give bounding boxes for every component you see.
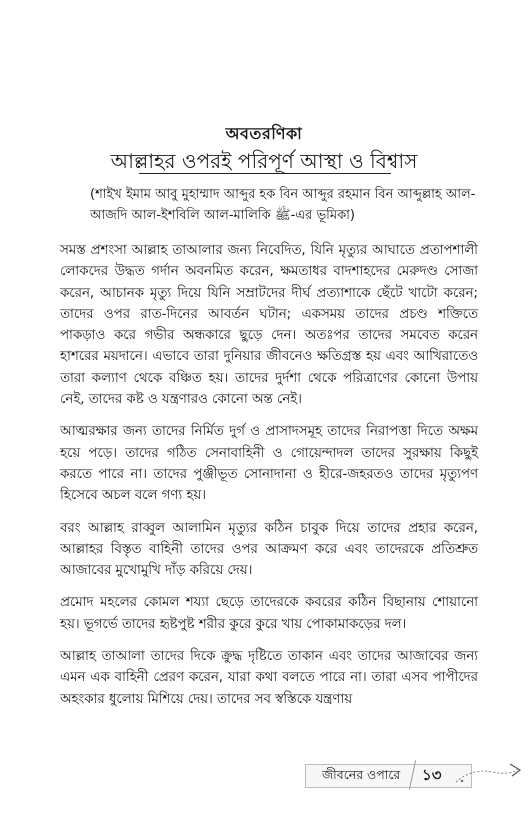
body-text xyxy=(60,240,478,721)
attribution-note: (শাইখ ইমাম আবু মুহাম্মাদ আব্দুর হক বিন আব্দুর রহমান বিন আব্দুল্লাহ আল-আজদি আল-ইশবিলি আল-মালিকি ﷺ-এর ভূমিকা) xyxy=(90,187,476,223)
chapter-title: আল্লাহর ওপরই পরিপূর্ণ আস্থা ও বিশ্বাস xyxy=(110,149,418,173)
page-number: ১৩ xyxy=(422,766,442,784)
ornament-swirl-icon xyxy=(452,760,524,790)
paragraph: বরং আল্লাহ রাব্বুল আলামিন মৃত্যুর কঠিন চাবুক দিয়ে তাদের প্রহার করেন, আল্লাহর বিস্তৃত বাহিনী তাদের ওপর আক্রমণ করে এবং তাদেরকে প্রতিশ্রুত আজাবের মুখোমুখি দাঁড় করিয়ে দেয়। xyxy=(60,520,478,579)
paragraph: আল্লাহ তাআলা তাদের দিকে ক্রুদ্ধ দৃষ্টিতে তাকান এবং তাদের আজাবের জন্য এমন এক বাহিনী প্রেরণ করেন, যারা কথা বলতে পারে না। তারা এসব পাপীদের অহংকার ধুলোয় মিশিয়ে দেয়। তাদের সব স্বস্তিকে যন্ত্রণায় xyxy=(60,649,478,707)
paragraph: প্রমোদ মহলের কোমল শয্যা ছেড়ে তাদেরকে কবরের কঠিন বিছানায় শোয়ানো হয়। ভূগর্ভে তাদের হৃষ্টপুষ্ট শরীর কুরে কুরে খায় পোকামাকড়ের দল। xyxy=(60,595,478,632)
running-footer-title: জীবনের ওপারে xyxy=(322,767,401,782)
paragraph: সমস্ত প্রশংসা আল্লাহ তাআলার জন্য নিবেদিত, যিনি মৃত্যুর আঘাতে প্রতাপশালী লোকদের উদ্ধত গর্দান অবনমিত করেন, ক্ষমতাধর বাদশাহদের মেরুদণ্ড সোজা করেন, আচানক মৃত্যু দিয়ে যিনি সম্রাটদের দীর্ঘ প্রত্যাশাকে ছেঁটে খাটো করেন; তাদের ওপর রাত-দিনের আবর্তন ঘটান; একসময় তাদের প্রচণ্ড শক্তিতে পাকড়াও করে গভীর অন্ধকারে ছুড়ে দেন। অতঃপর তাদের সমবেত করেন হাশরের ময়দানে। এভাবে তারা দুনিয়ার জীবনেও ক্ষতিগ্রস্ত হয় এবং আখিরাতেও তারা কল্যাণ থেকে বঞ্চিত হয়। তাদের দুর্দশা থেকে পরিত্রাণের কোনো উপায় নেই, তাদের কষ্ট ও যন্ত্রণারও কোনো অন্ত নেই। xyxy=(60,243,478,408)
paragraph: আত্মরক্ষার জন্য তাদের নির্মিত দুর্গ ও প্রাসাদসমূহ তাদের নিরাপত্তা দিতে অক্ষম হয়ে পড়ে। তাদের গঠিত সেনাবাহিনী ও গোয়েন্দাদল তাদের সুরক্ষায় কিছুই করতে পারে না। তাদের পুঞ্জীভূত সোনাদানা ও হীরে-জহরতও তাদের মৃত্যুপণ হিসেবে অচল বলে গণ্য হয়। xyxy=(60,424,478,504)
title-underline xyxy=(139,173,391,174)
section-heading: অবতরণিকা xyxy=(225,124,303,143)
